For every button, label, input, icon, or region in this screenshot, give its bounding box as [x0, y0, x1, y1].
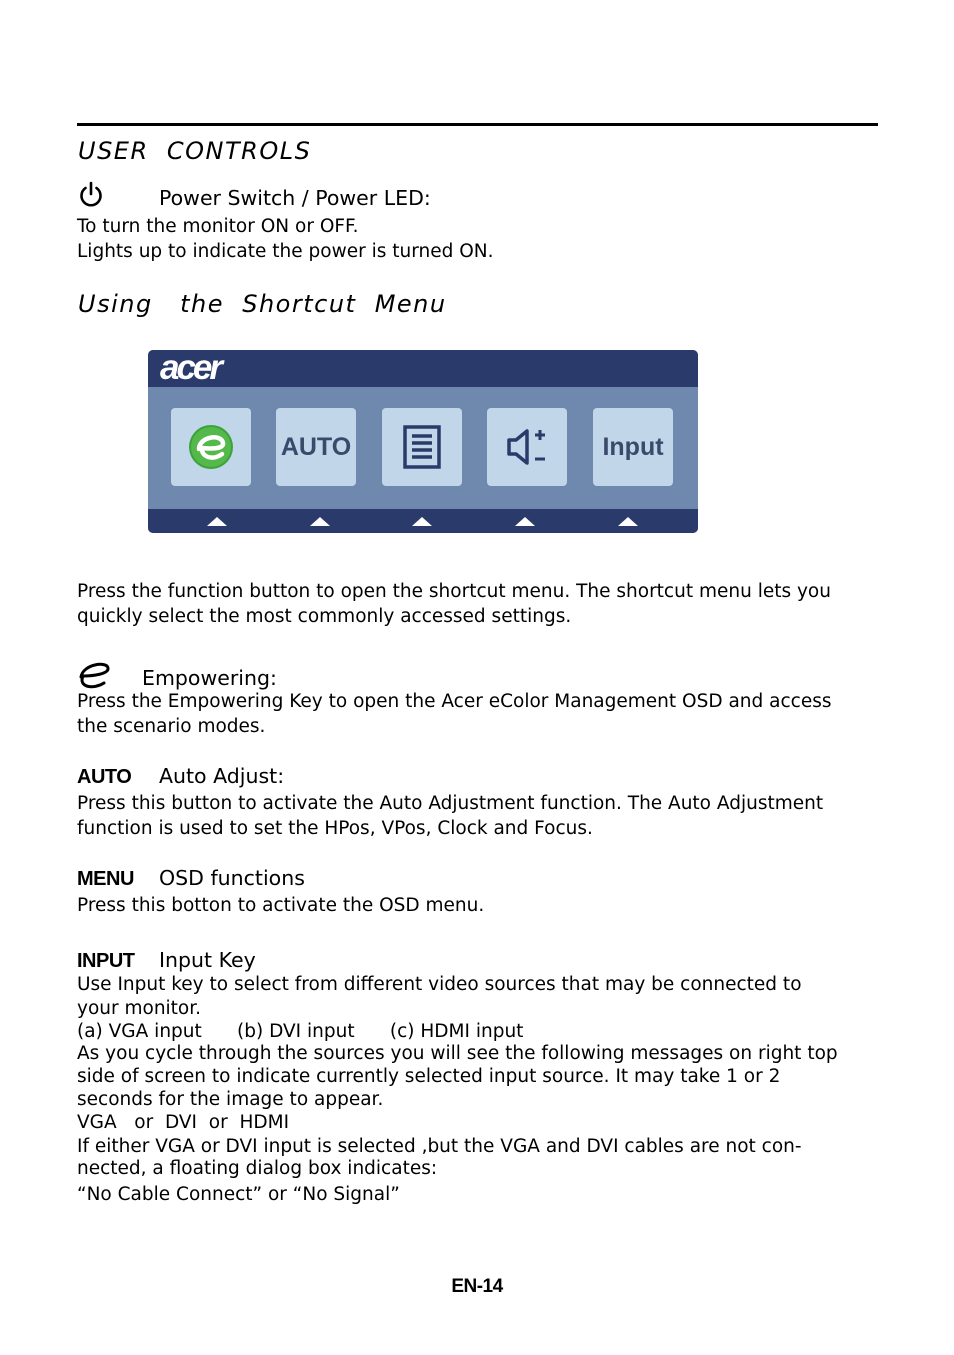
power-icon — [77, 181, 105, 209]
auto-line-2: function is used to set the HPos, VPos, Clock and Focus. — [77, 818, 593, 839]
arrow-up-icon — [310, 517, 330, 526]
input-line-9: nected, a floating dialog box indicates: — [77, 1158, 438, 1179]
input-line-8: If either VGA or DVI input is selected ,but the VGA and DVI cables are not con- — [77, 1136, 802, 1157]
arrow-up-icon — [412, 517, 432, 526]
arrow-up-icon — [207, 517, 227, 526]
volume-button — [487, 408, 567, 486]
power-line-2: Lights up to indicate the power is turned ON. — [77, 241, 494, 262]
auto-line-1: Press this button to activate the Auto Adjustment function. The Auto Adjustment — [77, 793, 824, 814]
menu-button — [382, 408, 462, 486]
input-line-10: “No Cable Connect” or “No Signal” — [77, 1184, 400, 1205]
top-rule — [77, 123, 878, 126]
input-line-5: side of screen to indicate currently selected input source. It may take 1 or 2 — [77, 1066, 781, 1087]
auto-button — [276, 408, 356, 486]
acer-logo: acer — [160, 348, 221, 387]
shortcut-title: Using the Shortcut Menu — [78, 290, 447, 318]
power-label: Power Switch / Power LED: — [159, 186, 431, 210]
empowering-label: Empowering: — [142, 666, 277, 690]
menu-line-1: Press this botton to activate the OSD menu. — [77, 895, 485, 916]
input-line-2: your monitor. — [77, 998, 202, 1019]
arrow-up-icon — [515, 517, 535, 526]
empowering-line-2: the scenario modes. — [77, 716, 266, 737]
empowering-button — [171, 408, 251, 486]
menu-label: OSD functions — [159, 866, 305, 890]
section-title: USER CONTROLS — [78, 137, 312, 165]
empowering-e-icon — [187, 423, 235, 471]
empowering-line-1: Press the Empowering Key to open the Acer eColor Management OSD and access — [77, 691, 832, 712]
page-number: EN-14 — [451, 1276, 503, 1297]
auto-text: AUTO — [280, 432, 352, 461]
input-line-7: VGA or DVI or HDMI — [77, 1112, 290, 1133]
input-text: Input — [602, 432, 664, 461]
menu-footer — [148, 509, 698, 533]
arrow-up-icon — [618, 517, 638, 526]
menu-key: MENU — [77, 868, 134, 890]
input-button — [593, 408, 673, 486]
power-line-1: To turn the monitor ON or OFF. — [77, 216, 359, 237]
auto-label: Auto Adjust: — [159, 764, 285, 788]
intro-line-2: quickly select the most commonly accessed settings. — [77, 606, 572, 627]
input-line-4: As you cycle through the sources you will see the following messages on right top — [77, 1043, 838, 1064]
input-line-6: seconds for the image to appear. — [77, 1089, 384, 1110]
menu-list-icon — [402, 424, 442, 470]
input-line-1: Use Input key to select from different video sources that may be connected to — [77, 974, 802, 995]
shortcut-menu-image — [148, 350, 698, 533]
input-label: Input Key — [159, 948, 256, 972]
auto-key: AUTO — [77, 766, 132, 788]
intro-line-1: Press the function button to open the shortcut menu. The shortcut menu lets you — [77, 581, 831, 602]
empowering-icon — [77, 660, 113, 690]
input-line-3: (a) VGA input (b) DVI input (c) HDMI input — [77, 1021, 524, 1042]
input-key: INPUT — [77, 950, 135, 972]
volume-icon — [503, 425, 551, 469]
menu-header — [148, 350, 698, 387]
